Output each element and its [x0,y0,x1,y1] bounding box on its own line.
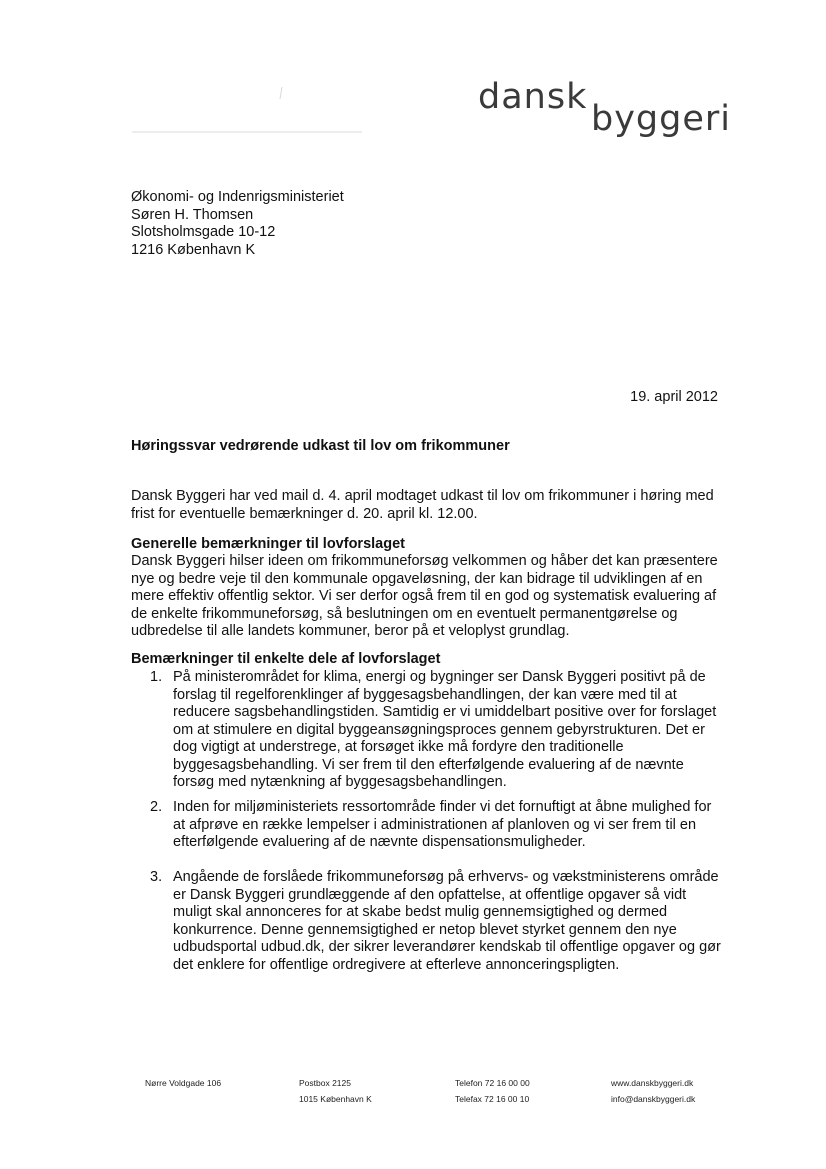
recipient-line: Slotsholmsgade 10-12 [131,224,276,240]
remark-number: 2. [150,799,163,815]
general-remarks-paragraph: Dansk Byggeri hilser ideen om frikommuneforsøg velkommen og håber det kan præsentere nye og bedre veje til den kommunale opgaveløsning, der kan bidrage til udviklingen af en mere effektiv offentlig sektor. Vi ser derfor også frem til en god og systematisk evaluering af de enkelte frikommuneforsøg, så beslutningen om en eventuelt permanentgørelse og udbredelse til alle landets kommuner, beror på et veloplyst grundlag. [131,553,718,639]
footer-address [145,1075,221,1091]
footer-postal-line: 1015 København K [299,1094,372,1104]
footer-telefax: Telefax 72 16 00 10 [455,1094,530,1104]
footer-website-link[interactable]: www.danskbyggeri.dk [611,1078,694,1088]
logo-word-dansk: dansk [478,77,588,117]
footer-telephone: Telefon 72 16 00 00 [455,1078,530,1088]
footer-email-link[interactable]: info@danskbyggeri.dk [611,1094,696,1104]
remark-text: Angående de forslåede frikommuneforsøg på erhvervs- og vækstministerens område er Dansk Byggeri grundlæggende af den opfattelse, at offentlige opgaver så vidt muligt skal annonceres for at skabe bedst mulig gennemsigtighed og dermed konkurrence. Denne gennemsigtighed er netop blevet styrket gennem den nye udbudsportal udbud.dk, der sikrer leverandører kendskab til offentlige opgaver og gør det enklere for offentlige ordregivere at efterleve annonceringspligten. [173,869,721,973]
logo-word-byggeri: byggeri [591,99,732,139]
recipient-line: Økonomi- og Indenrigsministeriet [131,189,344,205]
recipient-line: Søren H. Thomsen [131,206,254,223]
letter-date: 19. april 2012 [630,389,718,405]
intro-paragraph: Dansk Byggeri har ved mail d. 4. april modtaget udkast til lov om frikommuner i høring med frist for eventuelle bemærkninger d. 20. april kl. 12.00. [131,488,714,522]
letter-subject: Høringssvar vedrørende udkast til lov om frikommuner [131,438,510,454]
footer-phone [455,1075,530,1107]
footer-web [611,1075,695,1107]
footer-postbox [299,1075,372,1107]
footer-postbox-line: Postbox 2125 [299,1078,351,1088]
general-remarks-heading: Generelle bemærkninger til lovforslaget [131,536,405,552]
faint-tagline [132,126,372,138]
footer-street: Nørre Voldgade 106 [145,1078,222,1088]
remark-number: 1. [150,669,163,685]
remark-number: 3. [150,869,163,885]
dansk-byggeri-logo [478,77,732,144]
specific-remarks-heading: Bemærkninger til enkelte dele af lovforslaget [131,651,441,667]
scan-mark [278,86,284,100]
remark-text: Inden for miljøministeriets ressortområde finder vi det fornuftigt at åbne mulighed for at afprøve en række lempelser i administrationen af planloven og vi ser frem til en efterfølgende evaluering af de nævnte dispensationsmuligheder. [173,799,712,850]
remark-text: På ministerområdet for klima, energi og bygninger ser Dansk Byggeri positivt på de forslag til regelforenklinger af byggesagsbehandlingen, der kan være med til at reducere sagsbehandlingstiden. Samtidig er vi umiddelbart positive over for forslaget om at stimulere en digital byggeansøgningsproces gennem gebyrstrukturen. Det er dog vigtigt at understrege, at forsøget ikke må fordyre den traditionelle byggesagsbehandling. Vi ser frem til den efterfølgende evaluering af de nævnte forsøg med nytænkning af byggesagsbehandlingen. [173,669,717,790]
recipient-address [131,189,344,259]
recipient-line: 1216 København K [131,241,256,258]
